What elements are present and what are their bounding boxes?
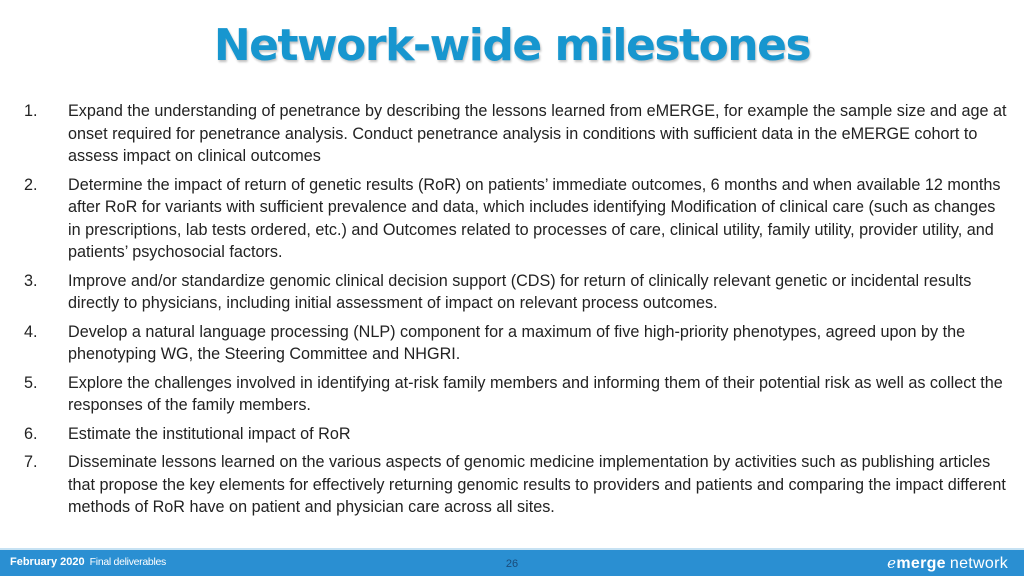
footer-subtitle: Final deliverables (89, 556, 166, 568)
milestones-list (24, 100, 1009, 525)
item-number: 7. (24, 453, 38, 471)
item-number: 5. (24, 373, 38, 392)
page-number: 26 (505, 558, 519, 570)
list-item (24, 372, 1009, 417)
list-item (24, 321, 1009, 366)
item-number: 3. (24, 271, 38, 290)
item-text: Estimate the institutional impact of RoR (68, 424, 351, 443)
logo-network: network (949, 555, 1008, 572)
list-item (24, 423, 1009, 446)
item-text: Disseminate lessons learned on the various aspects of genomic medicine implementation by activities such as publishing articles that propose the key elements for effectively returning genomic results to providers and patients and comparing the impact different methods of RoR have on patient and physician care across all sites. (68, 453, 1006, 516)
list-item (24, 174, 1009, 264)
item-text: Expand the understanding of penetrance by describing the lessons learned from eMERGE, for example the sample size and age at onset required for penetrance analysis. Conduct penetrance analysis in conditions with sufficient data in the eMERGE cohort to assess impact on clinical outcomes (68, 102, 1007, 165)
item-number: 1. (24, 102, 38, 120)
item-number: 6. (24, 424, 38, 443)
logo-e: e (887, 554, 897, 572)
item-text: Improve and/or standardize genomic clinical decision support (CDS) for return of clinically relevant genetic or incidental results directly to physicians, including initial assessment of impact on relevant process outcomes. (68, 271, 972, 312)
item-number: 4. (24, 322, 38, 341)
list-item (24, 100, 1009, 168)
list-item (24, 451, 1009, 519)
item-text: Explore the challenges involved in identifying at-risk family members and informing them of their potential risk as well as collect the responses of the family members. (68, 373, 1003, 414)
footer-date: February 2020 (10, 556, 85, 568)
logo-brand: merge (896, 555, 946, 572)
item-text: Develop a natural language processing (NLP) component for a maximum of five high-priority phenotypes, agreed upon by the phenotyping WG, the Steering Committee and NHGRI. (68, 322, 966, 363)
list-item (24, 270, 1009, 315)
page-title: Network-wide milestones (213, 20, 811, 71)
item-text: Determine the impact of return of genetic results (RoR) on patients’ immediate outcomes, 6 months and when available 12 months after RoR for variants with sufficient prevalence and data, which includes identifying Modification of clinical care (such as changes in prescriptions, lab tests ordered, etc.) and Outcomes related to processes of care, clinical utility, family utility, provider utility, and patients’ psychosocial factors. (68, 175, 1001, 261)
item-number: 2. (24, 175, 38, 194)
